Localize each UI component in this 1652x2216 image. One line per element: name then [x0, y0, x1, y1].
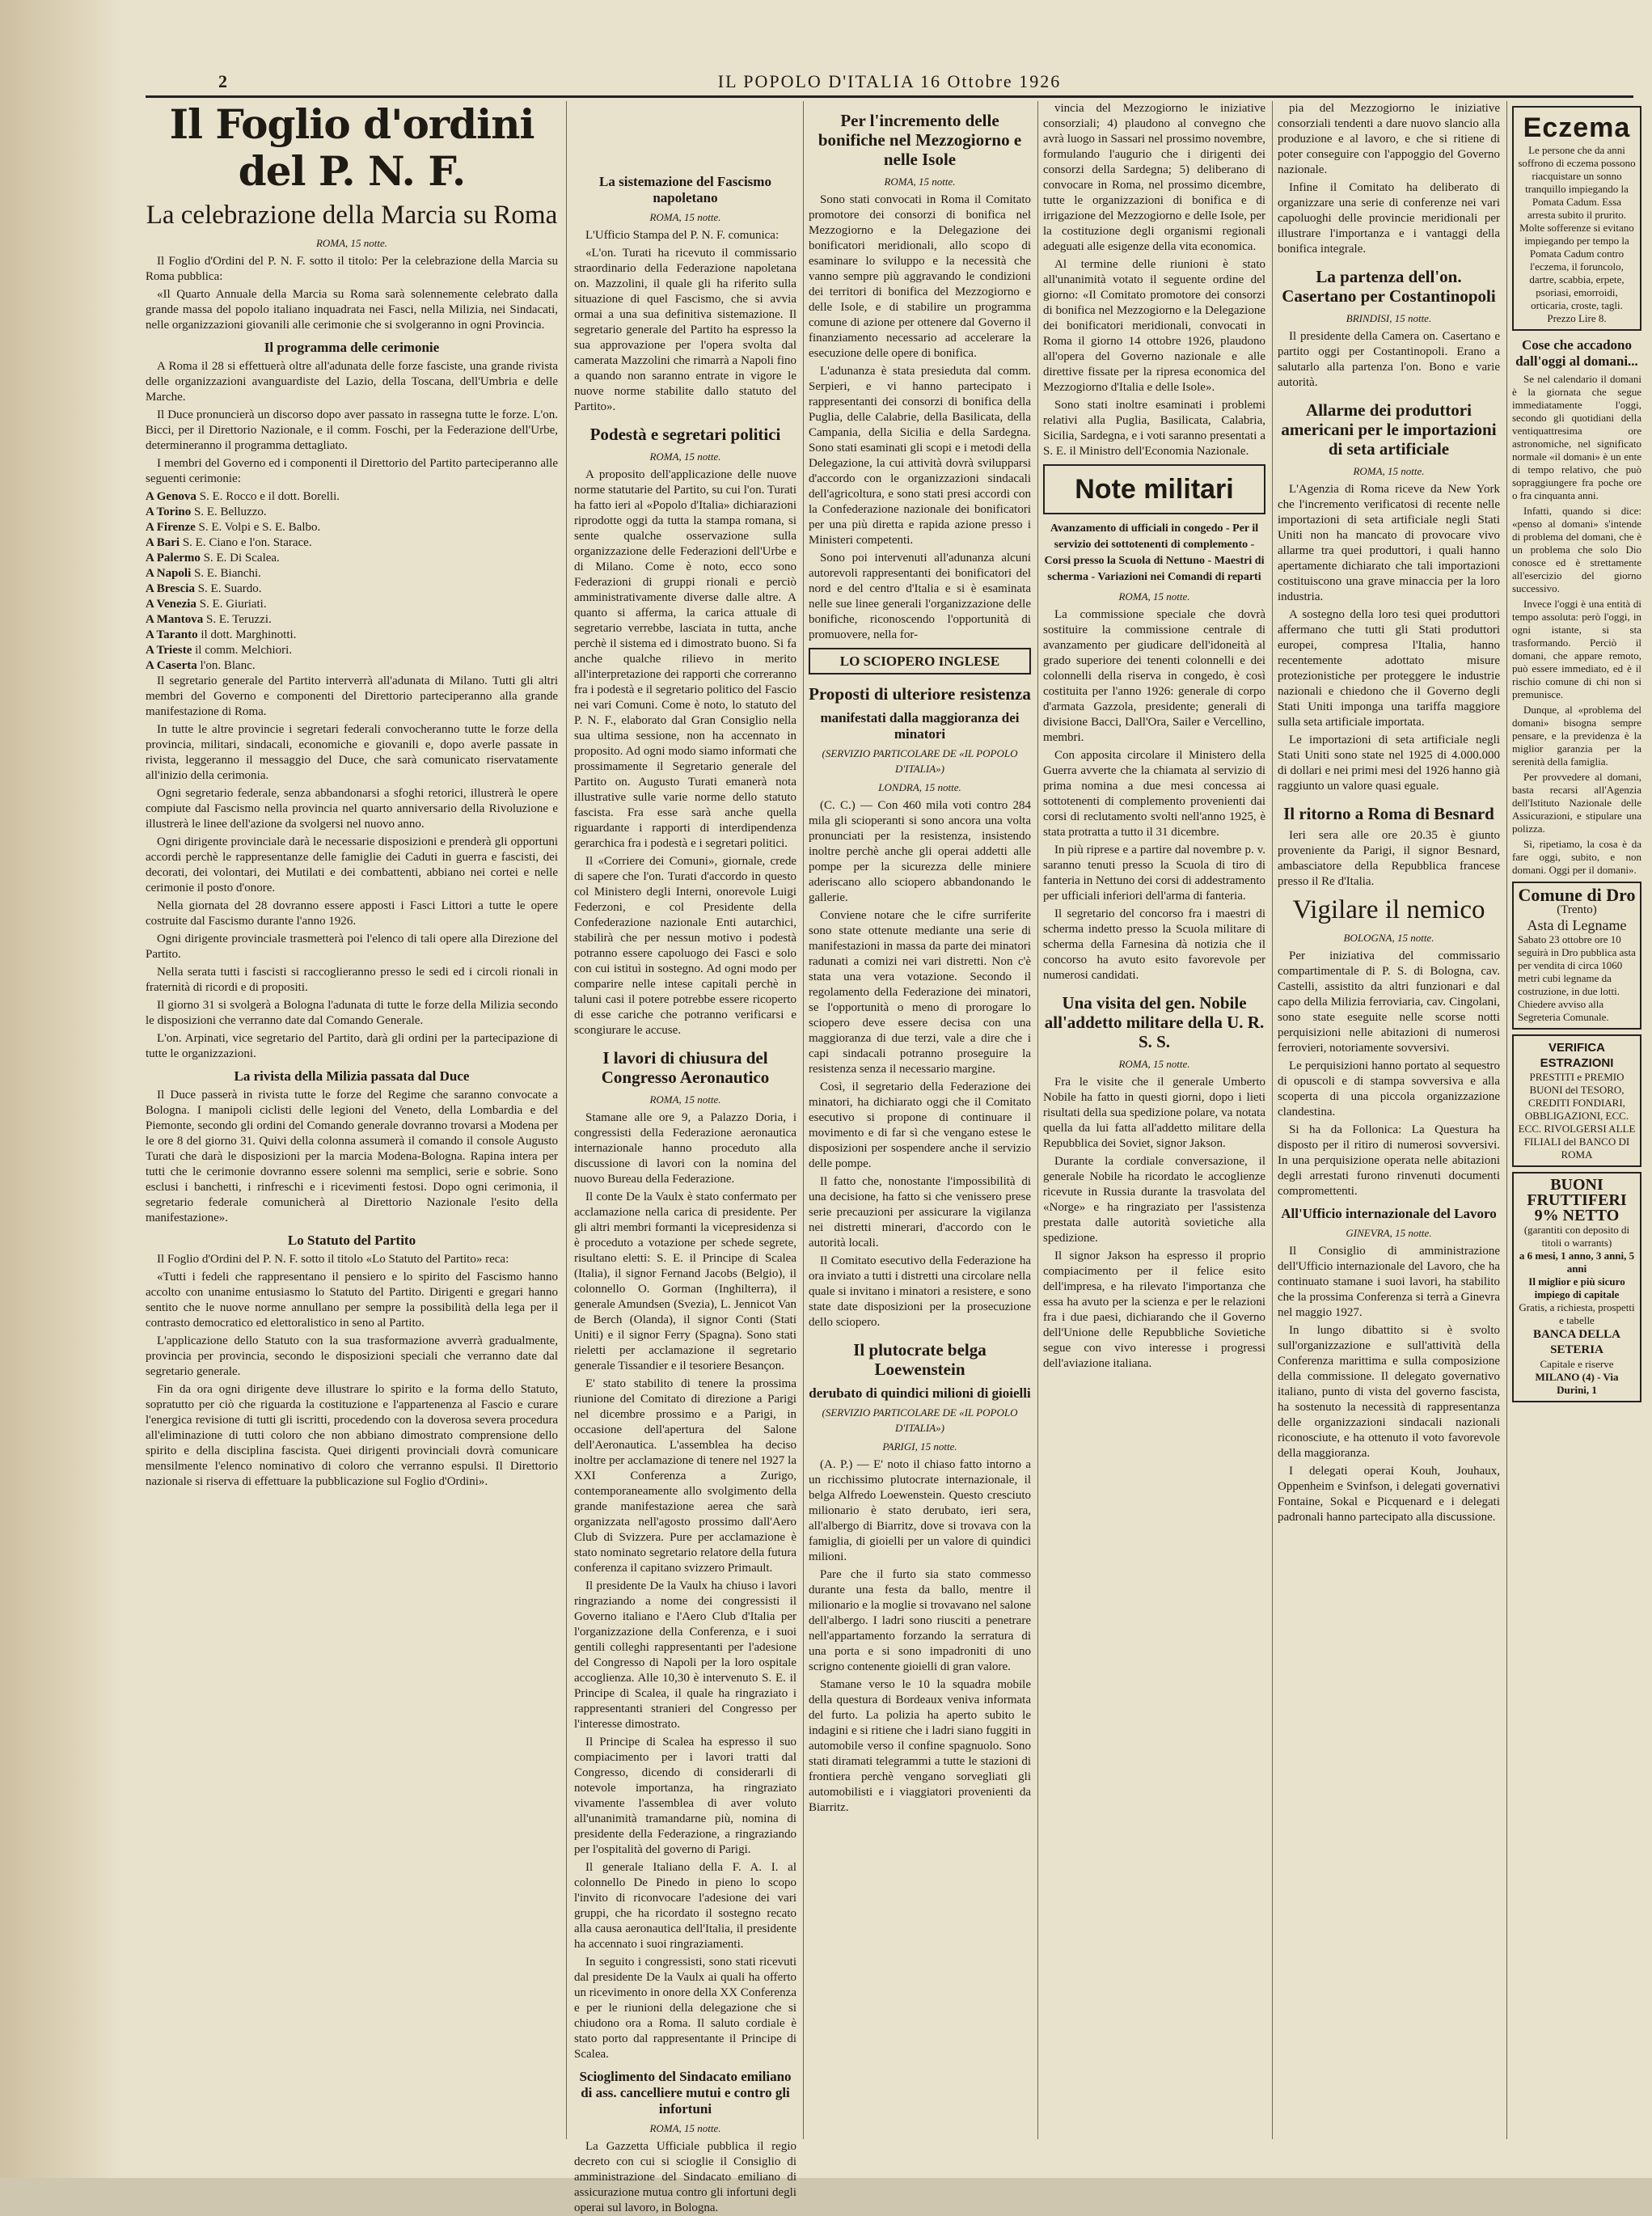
- ceremony-item: [146, 612, 558, 628]
- dateline: LONDRA, 15 notte.: [878, 781, 961, 793]
- subhead-gioielli: derubato di quindici milioni di gioielli: [809, 1385, 1031, 1401]
- paragraph: Durante la cordiale conversazione, il generale Nobile ha ricordato le accoglienze ricevute in Russia durante la trasvolata del «Norge» e ha ringraziato per l'assistenza prestata dalle autorità sovietiche alla spedizione.: [1043, 1155, 1265, 1245]
- article-body: [1043, 607, 1265, 983]
- paragraph: In tutte le altre provincie i segretari federali convocheranno tutte le forze della provincia, militari, sindacali, economiche e giovanili e, dopo averle passate in rivista, leggeranno il messaggio del Duce, che sarà comunicato riservatamente all'inizio della cerimonia.: [146, 723, 558, 782]
- section-banner: LO SCIOPERO INGLESE: [809, 648, 1031, 675]
- paragraph: Il Duce pronuncierà un discorso dopo aver passato in rassegna tutte le forze. L'on. Bicci, per il Direttorio Nazionale, e il comm. Foschi, per la Federazione dell'Urbe, determineranno il programma dettagliato.: [146, 408, 558, 452]
- ad-comune-dro: [1512, 882, 1641, 1030]
- ceremony-people: S. E. Bianchi.: [194, 567, 261, 580]
- article-body: [574, 1110, 796, 2062]
- paragraph: «Il Quarto Annuale della Marcia su Roma sarà solennemente celebrato dalla grande massa del popolo italiano inquadrata nei Fasci, nella Milizia, nei Sindacati, nelle organizzazioni giovanili alle cerimonie che si svolgeranno in ogni Provincia.: [146, 288, 558, 332]
- ceremonies-list: [146, 489, 558, 674]
- article-body: [1278, 1244, 1500, 1525]
- paragraph: In lungo dibattito si è svolto sull'organizzazione e sull'attività della Conferenza marittima e sulla composizione della commissione. Il delegato governativo italiano, punto di vista del governo fascista, ha sostenuto la necessità di rappresentanza delle organizzazioni sindacali nazionali riconosciute, e ha ottenuto il voto favorevole della maggioranza.: [1278, 1324, 1500, 1460]
- ceremony-city: A Trieste: [146, 644, 196, 657]
- article-body: [1278, 482, 1500, 794]
- ceremony-people: S. E. Volpi e S. E. Balbo.: [198, 521, 321, 534]
- article-body: [574, 467, 796, 1038]
- ad-buoni-bank: BANCA DELLA SETERIA: [1533, 1328, 1620, 1356]
- paragraph: In più riprese e a partire dal novembre p. v. saranno tenuti presso la Scuola di tiro di fanteria in Nettuno dei corsi di addestramento per ufficiali inferiori dell'arma di fanteria.: [1043, 844, 1265, 903]
- paragraph: «Tutti i fedeli che rappresentano il pensiero e lo spirito del Fascismo hanno accolto con unanime entusiasmo lo Statuto del Partito. Dirigenti e gregari hanno sentito che le nuove norme annullano per sempre la possibilità della lega per il contrasto democratico ed elettoralistico in seno al Partito.: [146, 1271, 558, 1330]
- ceremony-item: [146, 489, 558, 505]
- paragraph: Per iniziativa del commissario compartimentale di P. S. di Bologna, cav. Castelli, assistito da altri funzionari e dal capo della Milizia ferroviaria, cav. Cingolani, sono state eseguite nelle scorse notti perquisizioni nelle abitazioni di numerosi ferrovieri, notoriamente sovversivi.: [1278, 949, 1500, 1055]
- column-rule: [1272, 101, 1273, 2139]
- ceremony-people: S. E. Giuriati.: [199, 598, 267, 611]
- service-credit: (SERVIZIO PARTICOLARE DE «IL POPOLO D'ITALIA»): [822, 747, 1018, 775]
- ad-eczema: [1512, 106, 1641, 331]
- article-body: [1278, 101, 1500, 257]
- ceremony-people: l'on. Blanc.: [200, 659, 256, 672]
- paragraph: Sono poi intervenuti all'adunanza alcuni autorevoli rappresentanti dei bonificatori del nord e del centro d'Italia e si è esaminata nelle sue linee generali l'organizzazione delle bonifiche, riconoscendo l'opportunità di promuovere, nella for-: [809, 552, 1031, 641]
- headline-aeronautico: I lavori di chiusura del Congresso Aeronautico: [601, 1048, 770, 1087]
- ad-verifica: [1512, 1034, 1641, 1167]
- ceremony-item: [146, 597, 558, 612]
- section-heading: La rivista della Milizia passata dal Duce: [234, 1068, 470, 1084]
- paragraph: Il Foglio d'Ordini del P. N. F. sotto il titolo: Per la celebrazione della Marcia su Roma pubblica:: [146, 255, 558, 283]
- ceremony-city: A Napoli: [146, 567, 195, 580]
- paragraph: A Roma il 28 si effettuerà oltre all'adunata delle forze fasciste, una grande rivista delle organizzazioni avanguardiste del Lazio, della Toscana, dell'Umbria e delle Marche.: [146, 360, 558, 404]
- ad-dro-head: Asta di Legname: [1527, 917, 1627, 933]
- paragraph: Il «Corriere dei Comuni», giornale, crede di sapere che l'on. Turati d'accordo in questo col Ministero degli Interni, onorevole Luigi Federzoni, e col Presidente della Confederazione nazionale Enti autarchici, stabilirà che per nessun motivo i podestà potranno essere capoluogo dei Fasci e solo con cui istituì in sostegno. Ad ogni modo per comparire nelle intese capitali perchè in taluni casi il potere potrebbe essere ricoperto di esse cariche che potranno verificarsi e scongiurare le accuse.: [574, 855, 796, 1037]
- ceremony-item: [146, 658, 558, 674]
- ceremony-item: [146, 628, 558, 643]
- binding-spine: [0, 0, 121, 2178]
- paragraph: Le perquisizioni hanno portato al sequestro di opuscoli e di stampa sovversiva e alla scoperta di una piccola organizzazione clandestina.: [1278, 1059, 1500, 1119]
- ad-dro-sub: (Trento): [1557, 903, 1597, 916]
- ceremony-people: il dott. Marghinotti.: [201, 628, 297, 641]
- ad-eczema-text: Le persone che da anni soffrono di eczema possono riacquistare un sonno tranquillo impiegando la Pomata Cadum. Essa arresta subito il prurito. Molte sofferenze si evitano impiegando per tempo la Pomata Cadum contro l'eczema, il foruncolo, dartre, scabbia, erpete, psoriasi, emorroidi, orticaria, croste, tagli. Prezzo Lire 8.: [1518, 144, 1636, 324]
- paragraph: «L'on. Turati ha ricevuto il commissario straordinario della Federazione napoletana on. Mazzolini, il quale gli ha riferito sulla situazione di quel Fascismo, che si avvia ormai a una sua definitiva sistemazione. Il segretario generale del Partito ha espresso la sua approvazione per l'opera svolta dal camerata Mazzolini che rimarrà a Napoli fino a quando non saranno entrate in vigore le nuove norme stabilite dallo statuto del Partito».: [574, 247, 796, 413]
- subhead-minatori: manifestati dalla maggioranza dei minatori: [820, 710, 1020, 742]
- headline-lavoro: All'Ufficio internazionale del Lavoro: [1281, 1206, 1497, 1221]
- ceremony-item: [146, 581, 558, 597]
- paragraph: Il Foglio d'Ordini del P. N. F. sotto il titolo «Lo Statuto del Partito» reca:: [157, 1253, 509, 1266]
- column-rule: [566, 101, 567, 2139]
- article-body: [1278, 828, 1500, 890]
- article-body: [146, 254, 558, 333]
- headline-vigilare: Vigilare il nemico: [1292, 895, 1485, 924]
- masthead: [146, 71, 1633, 98]
- paragraph: Il Principe di Scalea ha espresso il suo compiacimento per i lavori tratti dal Congresso, dicendo di considerarli di notevole importanza, ha ringraziato vivamente l'assemblea di aver voluto all'unanimità tramandarne più, nomina di presidente della Federazione, a ringraziando per l'ospitalità del governo di Parigi.: [574, 1736, 796, 1856]
- ceremony-people: S. E. Teruzzi.: [206, 613, 272, 626]
- ad-buoni-title: BUONI FRUTTIFERI 9% NETTO: [1527, 1176, 1627, 1224]
- article-body: [1278, 949, 1500, 1199]
- ceremony-people: S. E. Ciano e l'on. Starace.: [182, 536, 312, 549]
- dateline: ROMA, 15 notte.: [884, 176, 956, 188]
- paragraph: Il presidente De la Vaulx ha chiuso i lavori ringraziando a nome dei congressisti il Governo italiano e l'Aero Club d'Italia per l'organizzazione della Conferenza, e i suoi gentili colleghi rappresentanti per l'adesione del Congresso di Napoli per la loro ospitale accoglienza. Alle 10,30 è intervenuto S. E. il Principe di Scalea, il quale ha ringraziato i rappresentanti stranieri del Congresso per l'interesse dimostrato.: [574, 1580, 796, 1731]
- masthead-title: IL POPOLO D'ITALIA 16 Ottobre 1926: [717, 71, 1062, 91]
- paragraph: Dunque, al «problema del domani» bisogna sempre pensare, e la previdenza è la miglior garanzia per la serenità della famiglia.: [1512, 704, 1641, 768]
- paragraph: Il fatto che, nonostante l'impossibilità di una decisione, ha fatto si che venissero prese serie precauzioni per assicurare la vigilanza nei distretti minerari, d'accordo con le autorità locali.: [809, 1175, 1031, 1250]
- note-militari-banner: [1043, 464, 1265, 514]
- headline-resistenza: Proposti di ulteriore resistenza: [809, 684, 1031, 704]
- paragraph: Al termine delle riunioni è stato all'unanimità votato il seguente ordine del giorno: «Il Comitato promotore dei consorzi di bonifica nel Mezzogiorno e la Delegazione dei bonificatori meridionali, convocati in Roma il giorno 14 ottobre 1926, plaudono all'opera del Governo nazionale e alle direttive fissate per la ripresa economica del Mezzogiorno d'Italia e delle Isole».: [1043, 258, 1265, 394]
- paragraph: Pare che il furto sia stato commesso durante una festa da ballo, mentre il milionario e la moglie si trovavano nel salone dell'albergo. I ladri sono riusciti a penetrare nell'appartamento forzando la serratura di una porta e si sono impadroniti di uno scrigno contenente gioielli di gran valore.: [809, 1568, 1031, 1673]
- headline-podesta: Podestà e segretari politici: [589, 425, 781, 444]
- paragraph: La Gazzetta Ufficiale pubblica il regio decreto con cui si scioglie il Consiglio di amministrazione del Sindacato emiliano di assicurazione mutua contro gli infortuni degli operai sul lavoro, in Bologna.: [574, 2140, 796, 2214]
- paragraph: Se nel calendario il domani è la giornata che segue immediatamente l'oggi, secondo gli quotidiani della ventiquattresima ore astronomiche, nel significato normale «il domani» è un ente di tempo relativo, che può sopraggiungere fra poche ore o fra cinquanta anni.: [1512, 373, 1641, 501]
- ceremony-people: S. E. Suardo.: [197, 582, 262, 595]
- paragraph: (A. P.) — E' noto il chiaso fatto intorno a un ricchissimo plutocrate internazionale, il belga Alfredo Loewenstein. Questo cresciuto milionario è stato derubato, ieri sera, all'albergo di Biarritz, dove si trovava con la famiglia, di gioielli per un valore di quindici milioni.: [809, 1458, 1031, 1563]
- paragraph: pia del Mezzogiorno le iniziative consorziali tendenti a dare nuovo slancio alla produzione e al lavoro, e che si ritiene di poter conseguire con l'appoggio del Governo nazionale.: [1278, 102, 1500, 176]
- paragraph: L'on. Arpinati, vice segretario del Partito, darà gli ordini per la partecipazione di tutte le organizzazioni.: [146, 1032, 558, 1060]
- ad-buoni-line: (garantiti con deposito di titoli o warrants): [1523, 1224, 1630, 1249]
- paragraph: Conviene notare che le cifre surriferite sono state ottenute mediante una serie di manifestazioni in massa da parte dei minatori radunati a comizi nei vari distretti. Non c'è stata una vera votazione. Secondo il regolamento della Federazione dei minatori, se l'opportunità o meno di prorogare lo sciopero deve essere decisa con una maggioranza di due terzi, vale a dire che i capi sindacali potranno proseguire la resistenza senza il necessario margine.: [809, 909, 1031, 1076]
- ceremony-city: A Taranto: [146, 628, 201, 641]
- paragraph: Così, il segretario della Federazione dei minatori, ha dichiarato oggi che il Comitato esecutivo si propone di continuare il movimento e di far sì che vengano estese le disposizioni per sospendere anche il servizio delle pompe.: [809, 1081, 1031, 1170]
- paragraph: L'Ufficio Stampa del P. N. F. comunica:: [585, 229, 780, 242]
- section-title: Note militari: [1075, 474, 1234, 505]
- ceremony-city: A Genova: [146, 490, 200, 503]
- dateline: ROMA, 15 notte.: [1118, 590, 1190, 603]
- ceremony-item: [146, 566, 558, 581]
- column-2: [574, 101, 796, 2214]
- ceremony-item: [146, 643, 558, 658]
- ceremony-people: il comm. Melchiori.: [195, 644, 293, 657]
- ad-verifica-title: VERIFICA ESTRAZIONI: [1540, 1041, 1614, 1070]
- ad-dro-text: Sabato 23 ottobre ore 10 seguirà in Dro pubblica asta per vendita di circa 1060 metri cubi legname da costruzione, in due lotti. Chiedere avviso alla Segreteria Comunale.: [1518, 933, 1636, 1023]
- column-rule: [1037, 101, 1038, 2139]
- paragraph: L'Agenzia di Roma riceve da New York che l'incremento verificatosi di recente nelle importazioni di seta artificiale negli Stati Uniti non ha mancato di provocare vivo allarme tra quei produttori, i quali hanno apertamente dichiarato che tali importazioni costituiscono una grave minaccia per la loro industria.: [1278, 483, 1500, 603]
- ad-buoni-line: Il miglior e più sicuro impiego di capitale: [1528, 1275, 1625, 1300]
- ceremony-item: [146, 551, 558, 566]
- paragraph: (C. C.) — Con 460 mila voti contro 284 mila gli scioperanti si sono ancora una volta pronunciati per la resistenza, insistendo inoltre perchè anche gli operai addetti alle pompe per la sicurezza delle miniere aderiscano allo sciopero abbandonando le gallerie.: [809, 799, 1031, 904]
- article-body: [1043, 1075, 1265, 1372]
- paragraph: In seguito i congressisti, sono stati ricevuti dal presidente De la Vaulx ai quali ha offerto un ricevimento in onore della XX Conferenza e per le riunioni della delegazione che si chiudono ora a Roma. Il saluto cordiale è stato porto dal rappresentante il Principe di Scalea.: [574, 1956, 796, 2061]
- dateline: ROMA, 15 notte.: [315, 237, 388, 249]
- paragraph: Fin da ora ogni dirigente deve illustrare lo spirito e la forma dello Statuto, sopratutto per ciò che riguarda la costituzione e l'appartenenza al Fascio e curare l'energica revisione di tutti gli iscritti, procedendo con la doverosa severa procedura all'eliminazione di tutti coloro che non abbiano dimostrato comprensione dello spirito e della disciplina fascista. Quei dirigenti provinciali dovrà comunicare mensilmente l'elenco nominativo di coloro che verranno espulsi. Il Direttorio nazionale si riserva di effettuare la pubblicazione sul Foglio d'Ordini».: [146, 1383, 558, 1488]
- ad-buoni-address: MILANO (4) - Via Durini, 1: [1535, 1371, 1619, 1396]
- ceremony-people: S. E. Rocco e il dott. Borelli.: [199, 490, 340, 503]
- page-number: 2: [218, 71, 227, 91]
- paragraph: Invece l'oggi è una entità di tempo assoluta: però l'oggi, in ogni istante, si sta trasformando. Perciò il domani, che appare remoto, può essere immediato, ed è il rischio comune di chi non si premunisce.: [1512, 598, 1641, 700]
- article-body: [809, 1457, 1031, 1816]
- paragraph: Ieri sera alle ore 20.35 è giunto proveniente da Parigi, il signor Besnard, ambasciatore della Repubblica francese presso il Re d'Italia.: [1278, 829, 1500, 888]
- column-3: [809, 101, 1031, 2139]
- paragraph: Ogni dirigente provinciale darà le necessarie disposizioni e prenderà gli opportuni accordi perchè le rappresentanze delle famiglie dei Caduti in guerra e fascisti, dei decorati, dei volontari, dei Mutilati e dei combattenti, abbiano nei cortei e nelle cerimonie il posto d'onore.: [146, 835, 558, 894]
- ceremony-item: [146, 505, 558, 520]
- dateline: ROMA, 15 notte.: [649, 450, 721, 463]
- paragraph: Infatti, quando si dice: «penso al domani» s'intende di problema del domani, che è un problema che solo Dio conosce ed è strettamente all'esercizio del giorno successivo.: [1512, 505, 1641, 594]
- paragraph: Stamane alle ore 9, a Palazzo Doria, i congressisti della Federazione aeronautica internazionale hanno proceduto alla discussione di lavori con la nomina del nuovo Bureau della Federazione.: [574, 1111, 796, 1186]
- ceremony-city: A Firenze: [146, 521, 199, 534]
- article-body: [1043, 101, 1265, 459]
- paragraph: Il segretario del concorso fra i maestri di scherma indetto presso la Scuola militare di scherma della Farnesina dà notizia che il concorso ha avuto esito favorevole per numerosi candidati.: [1043, 907, 1265, 982]
- paragraph: I membri del Governo ed i componenti il Direttorio del Partito parteciperanno alle seguenti cerimonie:: [146, 457, 558, 485]
- article-body: [809, 192, 1031, 643]
- article-body: [574, 2139, 796, 2216]
- column-rule: [1506, 101, 1507, 2139]
- paragraph: Si ha da Follonica: La Questura ha disposto per il ritiro di numerosi sovversivi. In una perquisizione operata nelle abitazioni degli arrestati furono rinvenuti documenti compromettenti.: [1278, 1123, 1500, 1198]
- ceremony-people: S. E. Di Scalea.: [203, 552, 280, 565]
- ceremony-city: A Palermo: [146, 552, 204, 565]
- subhead-marcia: La celebrazione della Marcia su Roma: [146, 201, 558, 230]
- paragraph: Nella serata tutti i fascisti si raccoglieranno presso le sedi ed i circoli rionali in fraternità di ricordi e di propositi.: [146, 966, 558, 994]
- paragraph: Sì, ripetiamo, la cosa è da fare oggi, subito, e non domani. Oggi per il domani».: [1512, 838, 1641, 876]
- column-1: [146, 101, 558, 2139]
- article-body: [1278, 329, 1500, 391]
- ceremony-city: A Brescia: [146, 582, 198, 595]
- paragraph: La commissione speciale che dovrà sostituire la commissione centrale di avanzamento per giudicare dell'idoneità al grado superiore dei tenenti colonnelli e dei colonnelli della riserva in congedo, è così costituita per l'anno 1926: generale di corpo d'armata Gazzola, presidente; generali di divisione Bacci, Dall'Ora, Sailer e Vercellino, membri.: [1043, 608, 1265, 744]
- ceremony-city: A Torino: [146, 505, 195, 518]
- article-body: [574, 228, 796, 415]
- paragraph: Il presidente della Camera on. Casertano e partito oggi per Costantinopoli. Erano a salutarlo alla partenza l'on. Bono e varie autorità.: [1278, 330, 1500, 389]
- ad-verifica-text: PRESTITI e PREMIO BUONI del TESORO, CREDITI FONDIARI, OBBLIGAZIONI, ECC. ECC. RIVOLGERSI ALLE FILIALI del BANCO DI ROMA: [1518, 1071, 1636, 1161]
- headline-sindacato: Scioglimento del Sindacato emiliano di ass. cancelliere mutui e contro gli infortuni: [579, 2069, 792, 2117]
- ad-buoni-fruttiferi: [1512, 1172, 1641, 1402]
- dateline: ROMA, 15 notte.: [649, 2122, 721, 2134]
- paragraph: I delegati operai Kouh, Jouhaux, Oppenheim e Svinfson, i delegati governativi Fontaine, Sokal e Picquenard e i delegati padronali hanno partecipato alla discussione.: [1278, 1465, 1500, 1524]
- headline-casertano: La partenza dell'on. Casertano per Costantinopoli: [1282, 267, 1496, 306]
- section-heading: Il programma delle cerimonie: [264, 340, 440, 355]
- headline-cose: Cose che accadono dall'oggi al domani...: [1515, 337, 1638, 369]
- paragraph: Stamane verso le 10 la squadra mobile della questura di Bordeaux veniva informata del furto. La polizia ha aperto subito le indagini e si ritiene che i ladri siano fuggiti in automobile verso il confine spagnuolo. Sono stati diramati telegrammi a tutte le stazioni di frontiera perchè vengano sorvegliati gli automobilisti e i viaggiatori provenienti da Biarritz.: [809, 1678, 1031, 1814]
- headline-bonifiche: Per l'incremento delle bonifiche nel Mezzogiorno e nelle Isole: [818, 111, 1022, 169]
- column-4: [1043, 101, 1265, 2139]
- ceremony-people: S. E. Belluzzo.: [194, 505, 267, 518]
- ceremony-city: A Mantova: [146, 613, 206, 626]
- column-5: [1278, 101, 1500, 2139]
- ceremony-item: [146, 520, 558, 535]
- paragraph: Nella giornata del 28 dovranno essere apposti i Fasci Littori a tutte le opere costruite dal Fascismo durante l'anno 1926.: [146, 899, 558, 928]
- paragraph: Il Duce passerà in rivista tutte le forze del Regime che saranno convocate a Bologna. I manipoli ciclisti delle legioni del Veneto, della Lombardia e del Piemonte, secondo gli ordini del Comando generale dovranno trovarsi a Modena per le ore 8 del giorno 31. Quivi della colonna assumerà il comando il console Augusto Turati che darà le disposizioni per la marcia Modena-Bologna. Rapina intera per tutti che le cerimonie dovranno essere solenni ma semplici, serie e sobrie. Sono esclusi i banchetti, i rinfreschi e i ricevimenti festosi. Dopo ogni cerimonia, il segretario federale comunicherà al Direttorio Nazionale l'esito della manifestazione».: [146, 1089, 558, 1224]
- paragraph: A sostegno della loro tesi quei produttori affermano che tutti gli Stati produttori europei, compresa l'Italia, hanno recentemente adottato misure protezionistiche per proteggere le industrie nazionali e chiedono che il Governo degli Stati Uniti imponga una tariffa maggiore sulla seta artificiale importata.: [1278, 608, 1500, 729]
- ceremony-item: [146, 535, 558, 551]
- headline-foglio: Il Foglio d'ordini del P. N. F.: [169, 100, 534, 195]
- column-7: [1512, 101, 1641, 2139]
- section-heading: Lo Statuto del Partito: [287, 1233, 416, 1248]
- dateline: BOLOGNA, 15 notte.: [1343, 932, 1434, 944]
- ad-buoni-line: Gratis, a richiesta, prospetti e tabelle: [1519, 1301, 1635, 1326]
- dateline: BRINDISI, 15 notte.: [1346, 312, 1432, 324]
- paragraph: Per provvedere al domani, basta recarsi all'Agenzia dell'Istituto Nazionale delle Assicurazioni, e stipulare una polizza.: [1512, 771, 1641, 835]
- column-rule: [803, 101, 804, 2139]
- article-body: [146, 674, 558, 1062]
- dateline: GINEVRA, 15 notte.: [1346, 1227, 1432, 1239]
- ad-dro-title: Comune di Dro: [1518, 885, 1636, 905]
- article-body: [146, 1252, 558, 1490]
- paragraph: E' stato stabilito di tenere la prossima riunione del Comitato di direzione a Parigi nel dicembre prossimo e a Parigi, in occasione dell'apertura del Salone dell'Aeronautica. L'assemblea ha deciso inoltre per acclamazione di tenere nel 1927 la XXI Conferenza a Zurigo, contemporaneamente allo svolgimento della grande manifestazione aerea che sarà organizzata nell'agosto prossimo dall'Aero Club di Svizzera. Pure per acclamazione è stato nominato segretario relatore della futura conferenza il capitano svizzero Primault.: [574, 1377, 796, 1575]
- ad-buoni-line: Capitale e riserve: [1540, 1358, 1614, 1370]
- article-body: [146, 359, 558, 487]
- paragraph: Fra le visite che il generale Umberto Nobile ha fatto in questi giorni, dopo i lieti risultati della sua spedizione polare, va notata quella da lui fatta all'addetto militare della Repubblica dei Soviet, signor Jakson.: [1043, 1076, 1265, 1150]
- article-body: [146, 1088, 558, 1226]
- paragraph: Il Consiglio di amministrazione dell'Ufficio internazionale del Lavoro, che ha continuato stamane i suoi lavori, ha stabilito che la prossima Conferenza si terrà a Ginevra nel maggio 1927.: [1278, 1245, 1500, 1319]
- paragraph: L'adunanza è stata presieduta dal comm. Serpieri, e vi hanno partecipato i rappresentanti dei consorzi di bonifica della Puglia, delle Calabrie, della Basilicata, della Campania, della Sicilia e della Sardegna. Sono stati esaminati gli scopi e i metodi della Delegazione, la cui attività dovrà svilupparsi d'accordo con le organizzazioni sindacali dell'agricoltura, e sono stati presi accordi con la Confederazione nazionale dei bonificatori per una più diretta e rapida azione presso i Ministeri competenti.: [809, 365, 1031, 547]
- headline-loewenstein: Il plutocrate belga Loewenstein: [853, 1340, 987, 1379]
- ad-eczema-title: Eczema: [1523, 112, 1631, 143]
- paragraph: Il giorno 31 si svolgerà a Bologna l'adunata di tutte le forze della Milizia secondo le disposizioni che verranno date dal Comando Generale.: [146, 999, 558, 1027]
- article-body: [1512, 373, 1641, 877]
- paragraph: Il Comitato esecutivo della Federazione ha ora inviato a tutti i distretti una circolare nella quale si invitano i minatori a resistere, e sono state date disposizioni per la prosecuzione dello sciopero.: [809, 1254, 1031, 1329]
- paragraph: A proposito dell'applicazione delle nuove norme statutarie del Partito, su cui l'on. Turati ha fatto ieri al «Popolo d'Italia» dichiarazioni riprodotte oggi da tutta la stampa romana, si sente qualche osservazione sulla organizzazione delle Federazioni dell'Urbe e di Milano. Come è noto, ecco sono Federazioni di gruppi rionali e perciò amministrativamente diverse dalle altre. A quanto si afferma, la carica attuale di segretario verrebbe, lasciata in tutta, anche perchè il sistema ed i dimostrato buono. Si fa anche qualche rilievo in merito all'interpretazione dei rapporti che correranno fra i podestà e il segretario politico del Fascio nei vari Comuni. Come è noto, lo statuto del P. N. F., elaborato dal Gran Consiglio nella sua ultima sessione, non ha accennato in proposito. Ad ogni modo siamo informati che prossimamente il Segretario generale del Partito on. Augusto Turati emanerà nota illustrative sulle varie norme dello statuto fascista. Fra esse sarà anche quella riguardante i rapporti di interdipendenza gerarchica fra i podestà e i segretari politici.: [574, 468, 796, 850]
- headline-nobile: Una visita del gen. Nobile all'addetto militare della U. R. S. S.: [1044, 993, 1265, 1051]
- paragraph: Il generale Italiano della F. A. I. al colonnello De Pinedo in pieno lo scopo l'invito di riconvocare l'adesione dei vari gruppi, che ha ricordato il sostegno recato alla causa aeronautica dell'Italia, il presidente ha accennato i suoi ringraziamenti.: [574, 1861, 796, 1951]
- paragraph: Ogni dirigente provinciale trasmetterà poi l'elenco di tali opere alla Direzione del Partito.: [146, 932, 558, 961]
- paragraph: Sono stati convocati in Roma il Comitato promotore dei consorzi di bonifica nel Mezzogiorno e la Delegazione dei bonificatori meridionali, allo scopo di esaminare lo sviluppo e la necessità che vanno sempre più aggravando le condizioni dei territori di bonifica del Mezzogiorno e delle Isole, e di stabilire un programma comune di azione per ottenere dal Governo il finanziamento necessario ad accelerare la esecuzione delle opere di bonifica.: [809, 193, 1031, 360]
- dateline: ROMA, 15 notte.: [1353, 465, 1425, 477]
- dateline: ROMA, 15 notte.: [649, 211, 721, 223]
- paragraph: L'applicazione dello Statuto con la sua trasformazione avverrà gradualmente, provincia per provincia, secondo le disposizioni speciali che verranno date dal segretario generale.: [146, 1334, 558, 1378]
- paragraph: Il conte De la Vaulx è stato confermato per acclamazione nella carica di presidente. Per gli altri membri formanti la vicepresidenza si è proceduto a votazione per schede segrete, risultano eletti: S. E. il Principe di Scalea (Italia), il signor Fernand Jacobs (Belgio), il colonnello O. Gorman (Inghilterra), il generale Amundsen (Svezia), L. Jennicot Van de Berch (Olanda), il signor Conti (Stati Uniti) e il signor Ferry (Spagna). Sono stati rieletti per acclamazione il segretario generale Tissandier e il tesoriere Besançon.: [574, 1190, 796, 1372]
- headline-napoletano: La sistemazione del Fascismo napoletano: [599, 174, 771, 205]
- ceremony-city: A Caserta: [146, 659, 201, 672]
- paragraph: Ogni segretario federale, senza abbandonarsi a sfoghi retorici, illustrerà le opere compiute dal Fascismo nella provincia nel quarto anniversario della Rivoluzione e illustrerà le linee dell'azione da svolgersi nel nuovo anno.: [146, 787, 558, 831]
- article-body: [809, 798, 1031, 1330]
- dateline: ROMA, 15 notte.: [649, 1093, 721, 1106]
- paragraph: Con apposita circolare il Ministero della Guerra avverte che la chiamata al servizio di prima nomina a due mesi concessa ai sottotenenti di complemento provenienti dai corsi di reclutamento svolti nell'anno 1925, è stata protratta a tutto il 31 dicembre.: [1043, 749, 1265, 839]
- deck: Avanzamento di ufficiali in congedo - Per il servizio dei sottotenenti di complemento - Corsi presso la Scuola di Nettuno - Maestri di scherma - Variazioni nei Comandi di reparti: [1044, 522, 1265, 583]
- paragraph: Le importazioni di seta artificiale negli Stati Uniti sono state nel 1925 di 4.000.000 di dollari e nei primi mesi del 1926 hanno già raggiunto un valore quasi eguale.: [1278, 734, 1500, 793]
- paragraph: Il segretario generale del Partito interverrà all'adunata di Milano. Tutti gli altri membri del Governo e componenti del Direttorio parteciperanno alla grande manifestazione di Roma.: [146, 675, 558, 718]
- headline-seta: Allarme dei produttori americani per le importazioni di seta artificiale: [1281, 400, 1497, 459]
- dateline: ROMA, 15 notte.: [1118, 1058, 1190, 1070]
- headline-besnard: Il ritorno a Roma di Besnard: [1283, 804, 1494, 823]
- service-credit: (SERVIZIO PARTICOLARE DE «IL POPOLO D'ITALIA»): [822, 1406, 1018, 1434]
- paragraph: Sono stati inoltre esaminati i problemi relativi alla Puglia, Basilicata, Calabria, Sicilia, Sardegna, e i voti saranno presentati a S. E. il Ministro dell'Economia Nazionale.: [1043, 399, 1265, 458]
- ceremony-city: A Bari: [146, 536, 183, 549]
- paragraph: Il signor Jakson ha espresso il proprio compiacimento per il felice esito dell'impresa, e ha rilevato l'importanza che essa ha avuto per la scienza e per le relazioni fra i due paesi, dichiarando che il Governo dell'Unione delle Repubbliche Sovietiche segue con vivo interesse i progressi dell'aviazione italiana.: [1043, 1250, 1265, 1370]
- dateline: PARIGI, 15 notte.: [882, 1440, 957, 1453]
- paragraph: Infine il Comitato ha deliberato di organizzare una serie di conferenze nei vari capoluoghi delle provincie meridionali per illustrare l'importanza e i vantaggi della bonifica integrale.: [1278, 181, 1500, 256]
- ceremony-city: A Venezia: [146, 598, 200, 611]
- ad-buoni-line: a 6 mesi, 1 anno, 3 anni, 5 anni: [1519, 1250, 1635, 1275]
- paragraph: vincia del Mezzogiorno le iniziative consorziali; 4) plaudono al convegno che avrà luogo in Sassari nel prossimo novembre, formulando l'augurio che i dirigenti dei consorzi della Sardegna; 5) deliberano di convocare in Roma, nel prossimo dicembre, tutte le organizzazioni di bonifica e di irrigazione del Mezzogiorno e delle Isole, per la costituzione degli organismi regionali adeguati alle esigenze della vita economica.: [1043, 102, 1265, 253]
